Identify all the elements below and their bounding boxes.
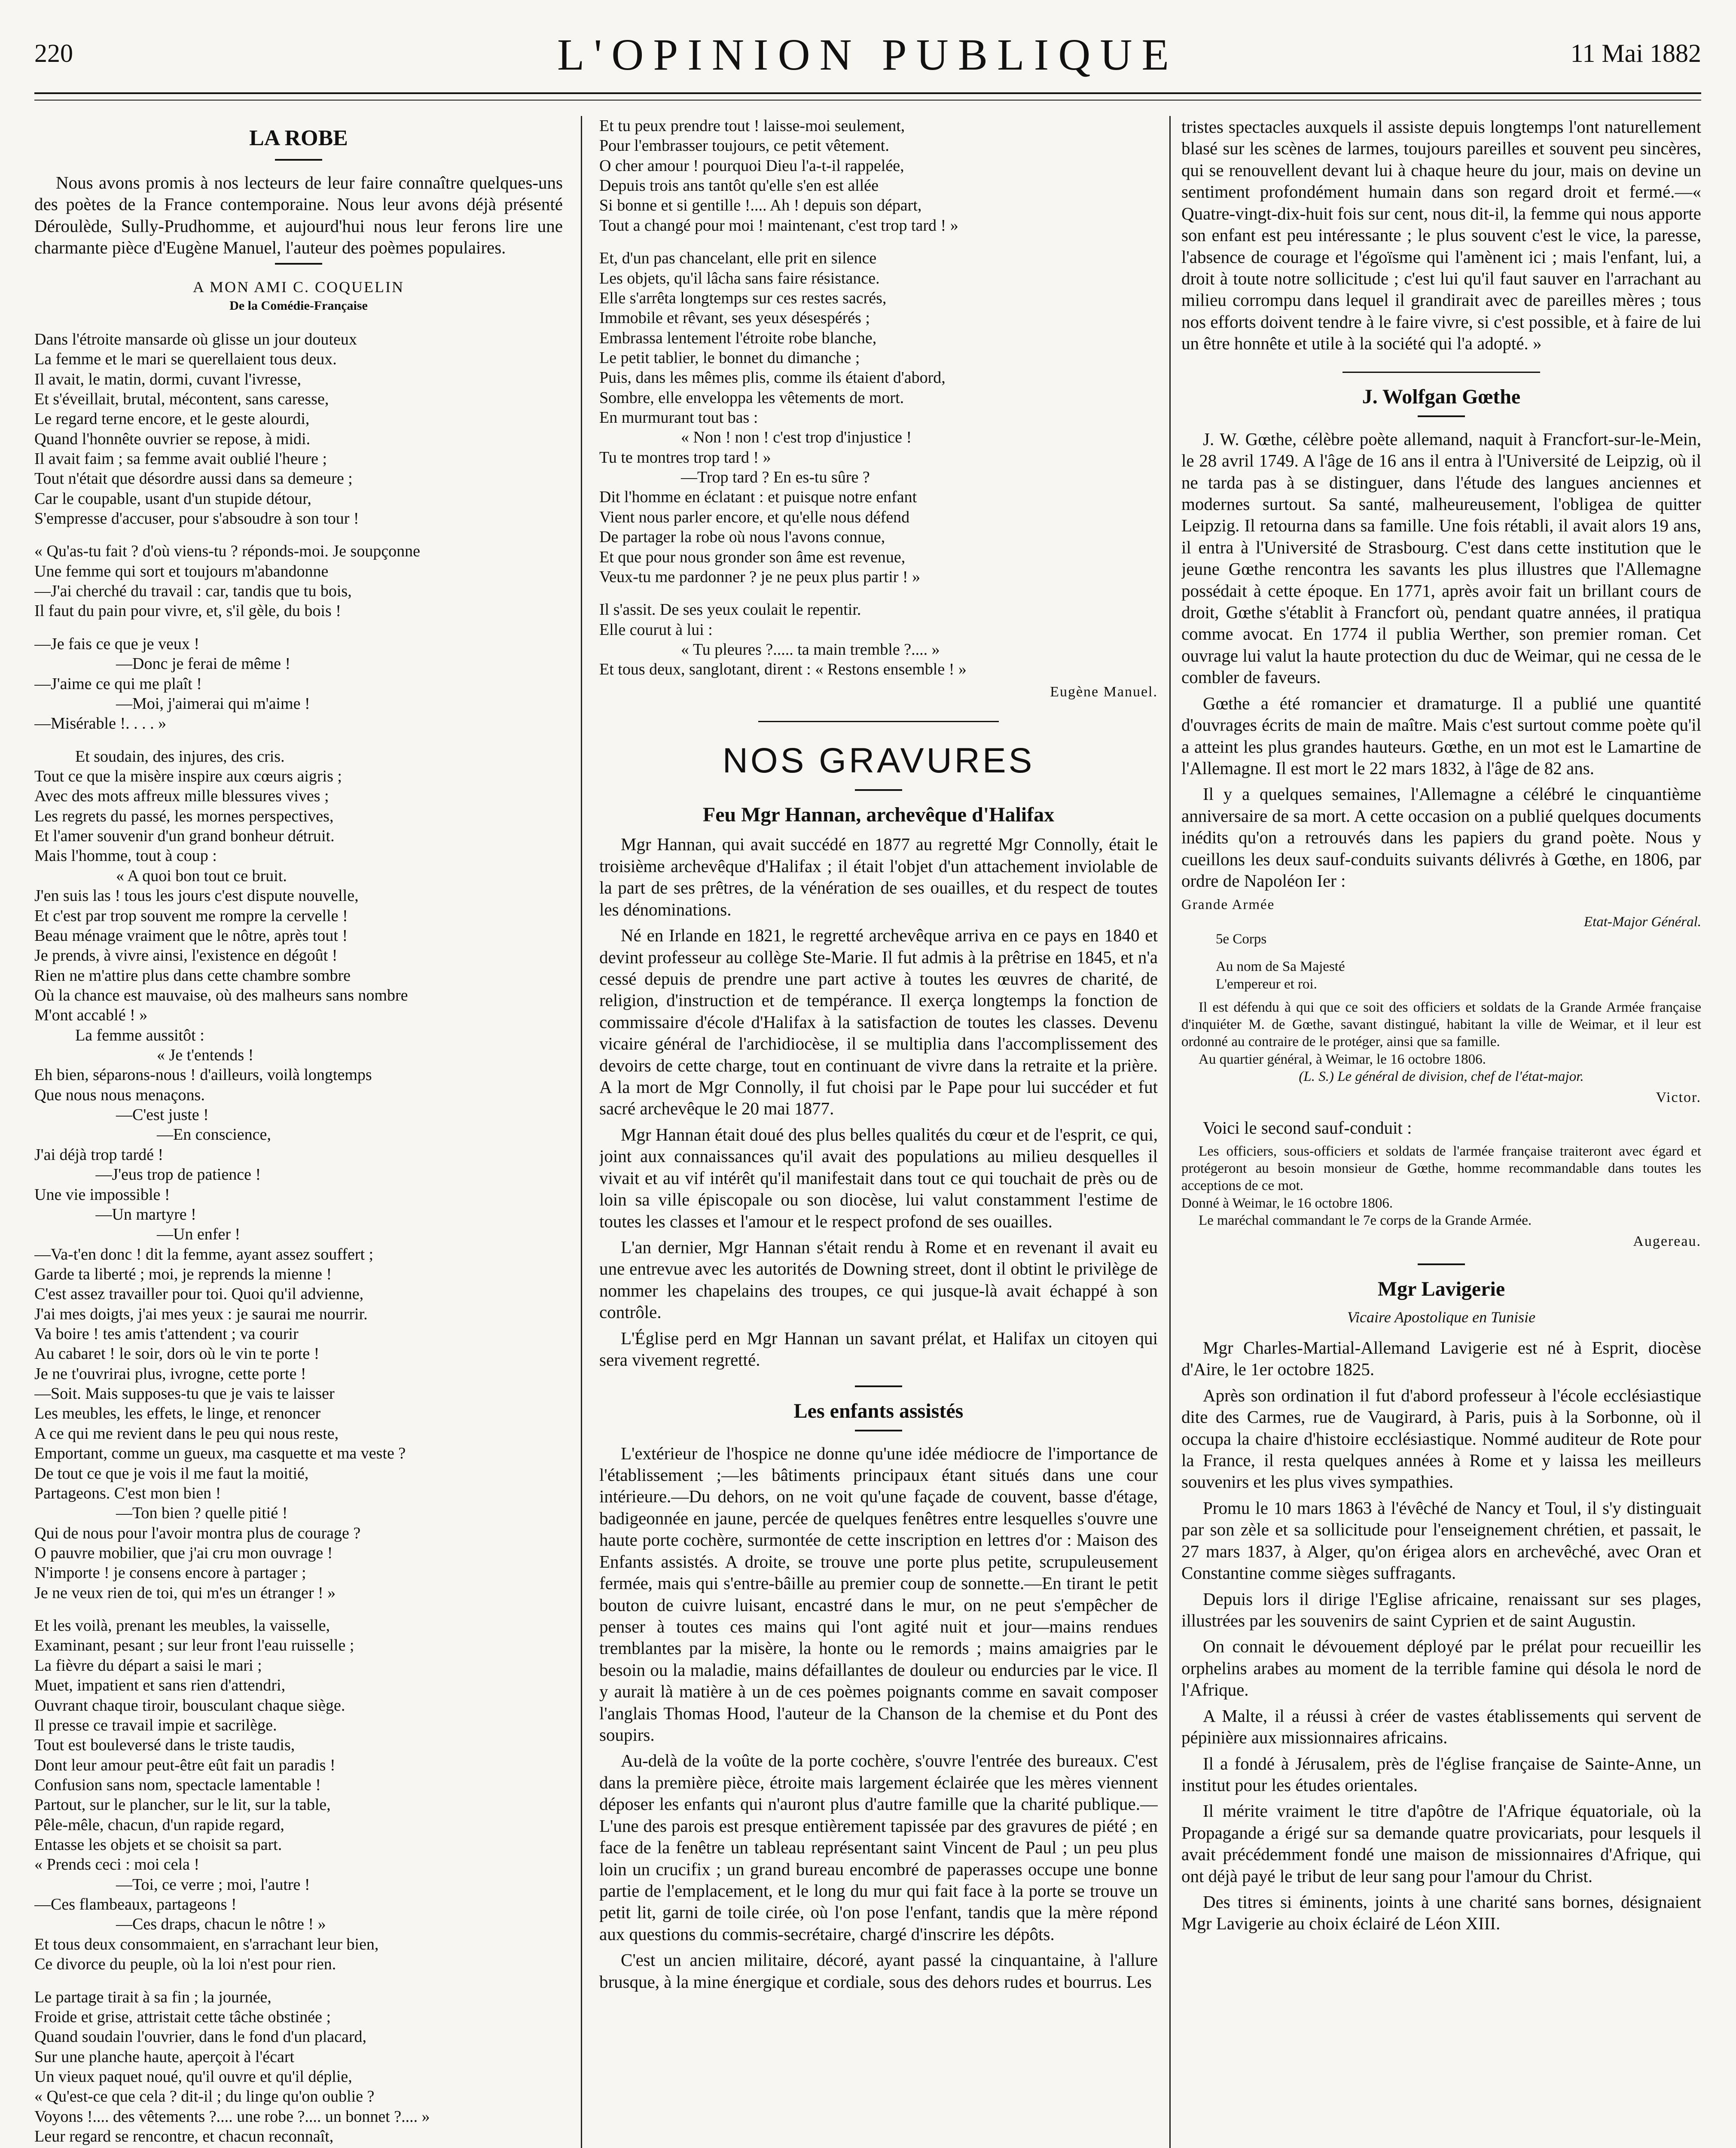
doc-army: Grande Armée [1181, 897, 1275, 912]
doc-signer: Augereau. [1633, 1233, 1701, 1250]
paragraph: Promu le 10 mars 1863 à l'évêché de Nancy et Toul, il s'y distinguait par son zèle et sa sollicitude pour l'enseignement chrétien, et passait, le 27 mars 1837, à Alger, qu'on érigea alors en archevêché, avec Oran et Constantine comme sièges suffragants. [1181, 1498, 1701, 1583]
paragraph: Voici le second sauf-conduit : [1203, 1117, 1412, 1138]
paragraph: L'extérieur de l'hospice ne donne qu'une idée médiocre de l'importance de l'établissement ;—les bâtiments principaux étant situés dans une cour intérieure.—Du dehors, on ne voit qu'une façade de couvent, basse d'étage, badigeonnée en jaune, percée de quelques fenêtres entre lesquelles s'ouvre une haute porte cochère, surmontée de cette inscription en lettres d'or : Maison des Enfants assistés. A droite, se trouve une porte plus petite, scrupuleusement fermée, mais qui s'entre-bâille au premier coup de sonnette.—En tirant le petit bouton de cuivre luisant, encastré dans le mur, on ne peut s'empêcher de penser à toutes ces mains qui l'ont agité nuit et jour—mains rendues tremblantes par la misère, la honte ou le remords ; mains amaigries par le besoin ou la maladie, mains défaillantes de douleur ou endurcies par le vice. Il y aurait là matière à un de ces poèmes poignants comme en savait composer l'anglais Thomas Hood, l'auteur de la Chanson de la chemise et du Pont des soupirs. [599, 1443, 1158, 1745]
paragraph: Des titres si éminents, joints à une charité sans bornes, désignaient Mgr Lavigerie au choix éclairé de Léon XIII. [1181, 1892, 1701, 1934]
doc-staff: Etat-Major Général. [1583, 914, 1701, 930]
poem-stanza: Et, d'un pas chancelant, elle prit en silence Les objets, qu'il lâcha sans faire résistance. Elle s'arrêta longtemps sur ces restes sacrés, Immobile et rêvant, ses yeux désespérés ; Embrassa lentement l'étroite robe blanche, Le petit tablier, le bonnet du dimanche ; Puis, dans les mêmes plis, comme ils étaient d'abord, Sombre, elle enveloppa les vêtements de mort. En murmurant tout bas : « Non ! non ! c'est trop d'injustice ! Tu te montres trop tard ! » —Trop tard ? En es-tu sûre ? Dit l'homme en éclatant : et puisque notre enfant Vient nous parler encore, et qu'elle nous défend De partager la robe où nous l'avons connue, Et que pour nous gronder son âme est revenue, Veux-tu me pardonner ? je ne peux plus partir ! » [599, 249, 946, 586]
section-rule [1418, 1263, 1465, 1265]
doc-date: Au quartier général, à Weimar, le 16 octobre 1806. [1199, 1051, 1486, 1067]
safe-conduct-1 [1181, 896, 1701, 1107]
paragraph: Gœthe a été romancier et dramaturge. Il a publié une quantité d'ouvrages écrits de main de maître. Mais c'est surtout comme poète qu'il a atteint les plus grandes hauteurs. Gœthe, en un mot est le Lamartine de l'Allemagne. Il est mort le 22 mars 1832, à l'âge de 82 ans. [1181, 693, 1701, 778]
paragraph: tristes spectacles auxquels il assiste depuis longtemps l'ont naturellement blasé sur les scènes de larmes, toujours pareilles et souvent peu sincères, qui se renouvellent devant lui à chaque heure du jour, mais on devine un sentiment profondément humain dans son regard droit et fermé.—« Quatre-vingt-dix-huit fois sur cent, nous dit-il, la femme qui nous apporte son enfant est peu intéressante ; le plus souvent c'est le vice, la paresse, l'absence de courage et l'égoïsme qui l'amènent ici ; mais l'enfant, lui, a droit à toute notre sollicitude ; c'est lui qu'il faut sauver en l'arrachant au milieu corrompu dans lequel il grandirait avec de pareilles mères ; tous nos efforts doivent tendre à le faire vivre, si c'est possible, et à faire de lui un être honnête et utile à la société qui l'a adopté. » [1181, 117, 1701, 354]
paragraph: Il y a quelques semaines, l'Allemagne a célébré le cinquantième anniversaire de sa mort. A cette occasion on a publié quelques documents inédits qu'on a retrouvés dans les papiers du grand poète. Nous y cueillons les deux sauf-conduits suivants délivrés à Gœthe, en 1806, par ordre de Napoléon Ier : [1181, 784, 1701, 891]
paragraph: Mgr Charles-Martial-Allemand Lavigerie est né à Esprit, diocèse d'Aire, le 1er octobre 1825. [1181, 1337, 1701, 1379]
page-number: 220 [34, 39, 73, 67]
paragraph: L'Église perd en Mgr Hannan un savant prélat, et Halifax un citoyen qui sera vivement regretté. [599, 1328, 1158, 1370]
paragraph: Mgr Hannan, qui avait succédé en 1877 au regretté Mgr Connolly, était le troisième archevêque d'Halifax ; il était l'objet d'un attachement inviolable de la part de ses prêtres, de la vénération de ses ouailles, et du respect de toutes les dénominations. [599, 834, 1158, 919]
poem-stanza: Et soudain, des injures, des cris. Tout ce que la misère inspire aux cœurs aigris ; Avec des mots affreux mille blessures vives ; Les regrets du passé, les mornes perspectives, Et l'amer souvenir d'un grand bonheur détruit. Mais l'homme, tout à coup : « A quoi bon tout ce bruit. J'en suis las ! tous les jours c'est dispute nouvelle, Et c'est par trop souvent me rompre la cervelle ! Beau ménage vraiment que le nôtre, après tout ! Je prends, à vivre ainsi, l'existence en dégoût ! Rien ne m'attire plus dans cette chambre sombre Où la chance est mauvaise, où des malheurs sans nombre M'ont accablé ! » La femme aussitôt : « Je t'entends ! Eh bien, séparons-nous ! d'ailleurs, voilà longtemps Que nous nous menaçons. —C'est juste ! —En conscience, J'ai déjà trop tardé ! —J'eus trop de patience ! Une vie impossible ! —Un martyre ! —Un enfer ! —Va-t'en donc ! dit la femme, ayant assez souffert ; Garde ta liberté ; moi, je reprends la mienne ! C'est assez travailler pour toi. Quoi qu'il advienne, J'ai mes doigts, j'ai mes yeux : je saurai me nourrir. Va boire ! tes amis t'attendent ; va courir Au cabaret ! le soir, dors où le vin te porte ! Je ne t'ouvrirai plus, ivrogne, cette porte ! —Soit. Mais supposes-tu que je vais te laisser Les meubles, les effets, le linge, et renoncer A ce qui me revient dans le peu qui nous reste, Emportant, comme un gueux, ma casquette et ma veste ? De tout ce que je vois il me faut la moitié, Partageons. C'est mon bien ! —Ton bien ? quelle pitié ! Qui de nous pour l'avoir montra plus de courage ? O pauvre mobilier, que j'ai cru mon ouvrage ! N'importe ! je consens encore à partager ; Je ne veux rien de toi, qui m'es un étranger ! » [34, 747, 408, 1602]
paragraph: C'est un ancien militaire, décoré, ayant passé la cinquantaine, à l'allure brusque, à la mine énergique et cordiale, sous des dehors rudes et bourrus. Les [599, 1950, 1158, 1992]
poem-stanza: « Qu'as-tu fait ? d'où viens-tu ? réponds-moi. Je soupçonne Une femme qui sort et toujours m'abandonne —J'ai cherché du travail : car, tandis que tu bois, Il faut du pain pour vivre, et, s'il gèle, du bois ! [34, 542, 421, 620]
poem-stanza: Il s'assit. De ses yeux coulait le repentir. Elle courut à lui : « Tu pleures ?..... ta main tremble ?.... » Et tous deux, sanglotant, dirent : « Restons ensemble ! » [599, 601, 967, 679]
poem-author: Eugène Manuel. [1050, 683, 1158, 700]
article-title-lavigerie: Mgr Lavigerie [1377, 1277, 1505, 1300]
poem-stanza: Dans l'étroite mansarde où glisse un jour douteux La femme et le mari se querellaient tous deux. Il avait, le matin, dormi, cuvant l'ivresse, Et s'éveillait, brutal, mécontent, sans caresse, Le regard terne encore, et le geste alourdi, Quand l'honnête ouvrier se repose, à midi. Il avait faim ; sa femme avait oublié l'heure ; Tout n'était que désordre aussi dans sa demeure ; Car le coupable, usant d'un stupide détour, S'empresse d'accuser, pour s'absoudre à son tour ! [34, 330, 359, 528]
paragraph: A Malte, il a réussi à créer de vastes établissements qui servent de pépinière aux missionnaires africains. [1181, 1706, 1701, 1748]
doc-name-2: L'empereur et roi. [1216, 976, 1317, 992]
column-divider [1169, 116, 1171, 2148]
paragraph: Au-delà de la voûte de la porte cochère, s'ouvre l'entrée des bureaux. C'est dans la première pièce, étroite mais largement éclairée que les mères viennent déposer les enfants qui n'auront plus d'autre famille que la charité publique.—L'une des parois est presque entièrement tapissée par des gravures de piété ; en face de la fenêtre un tableau représentant saint Vincent de Paul ; un peu plus loin un crucifix ; un grand bureau encombré de paperasses occupe une bonne partie de l'emplacement, et le long du mur qui fait face à la porte se trouve un petit lit, garni de toile cirée, où l'on pose l'enfant, tandis que la mère répond aux questions du commis-secrétaire, chargé d'inscrire les dépôts. [599, 1751, 1158, 1944]
column-divider [581, 116, 582, 2148]
article-title-enfants: Les enfants assistés [793, 1399, 964, 1422]
article-subtitle-lavigerie: Vicaire Apostolique en Tunisie [1347, 1308, 1536, 1326]
doc-signature: Le maréchal commandant le 7e corps de la Grande Armée. [1199, 1212, 1532, 1228]
paragraph: Né en Irlande en 1821, le regretté archevêque arriva en ce pays en 1840 et devint professeur au collège Ste-Marie. Il fut admis à la prêtrise en 1845, et n'a cessé depuis de prendre une part active à toutes les œuvres de charité, de religion, d'instruction et de tempérance. Il exerça longtemps la fonction de commissaire d'école d'Halifax à la satisfaction de toutes les classes. Devenu vicaire général de l'archidiocèse, il se multiplia dans l'accomplissement des devoirs de cette charge, tout en continuant de vivre dans la retraite et la prière. A la mort de Mgr Connolly, il fut choisi par le Pape pour lui succéder et fut sacré archevêque le 20 mai 1877. [599, 925, 1158, 1119]
doc-date: Donné à Weimar, le 16 octobre 1806. [1181, 1195, 1393, 1211]
newspaper-title: L'OPINION PUBLIQUE [557, 30, 1178, 79]
doc-text: Les officiers, sous-officiers et soldats de l'armée française traiteront avec égard et protégeront au besoin monsieur de Gœthe, homme recommandable dans toutes les acceptions de ce mot. [1181, 1143, 1701, 1194]
column-left [34, 116, 563, 2148]
title-rule [275, 159, 322, 161]
article-title-goethe: J. Wolfgan Gœthe [1362, 385, 1521, 408]
safe-conduct-2 [1181, 1143, 1701, 1251]
poem-stanza: —Je fais ce que je veux ! —Donc je ferai de même ! —J'aime ce qui me plaît ! —Moi, j'aimerai qui m'aime ! —Misérable !. . . . » [34, 635, 310, 733]
masthead [34, 26, 1701, 90]
issue-date: 11 Mai 1882 [1570, 39, 1701, 67]
paragraph: Il mérite vraiment le titre d'apôtre de l'Afrique équatoriale, où la Propagande a érigé sur sa demande quatre provicariats, pour lesquels il avait précédemment fondé une maison de missionnaires d'Afrique, qui ont déjà payé le tribut de leur sang pour l'amour du Christ. [1181, 1801, 1701, 1886]
doc-text: Il est défendu à qui que ce soit des officiers et soldats de la Grande Armée française d'inquiéter M. de Gœthe, savant distingué, habitant la ville de Weimar, et il leur est ordonné au contraire de le protéger, ainsi que sa famille. [1181, 999, 1701, 1050]
poem-stanza: Et les voilà, prenant les meubles, la vaisselle, Examinant, pesant ; sur leur front l'eau ruisselle ; La fièvre du départ a saisi le mari ; Muet, impatient et sans rien d'attendri, Ouvrant chaque tiroir, bousculant chaque siège. Il presse ce travail impie et sacrilège. Tout est bouleversé dans le triste taudis, Dont leur amour peut-être eût fait un paradis ! Confusion sans nom, spectacle lamentable ! Partout, sur le plancher, sur le lit, sur la table, Pêle-mêle, chacun, d'un rapide regard, Entasse les objets et se choisit sa part. « Prends ceci : moi cela ! —Toi, ce verre ; moi, l'autre ! —Ces flambeaux, partageons ! —Ces draps, chacun le nôtre ! » Et tous deux consommaient, en s'arrachant leur bien, Ce divorce du peuple, où la loi n'est pour rien. [34, 1617, 379, 1974]
article-title-la-robe: LA ROBE [249, 126, 348, 150]
paragraph: Mgr Hannan était doué des plus belles qualités du cœur et de l'esprit, ce qui, joint aux connaissances qu'il avait des populations au milieu desquelles il vivait et au vif intérêt qu'il manifestait dans tout ce qui touchait de près ou de loin sa ville épiscopale ou son diocèse, lui valut constamment l'estime de toutes les classes et l'amour et le respect profond de ses ouailles. [599, 1124, 1158, 1231]
section-rule [1342, 372, 1540, 373]
paragraph: On connait le dévouement déployé par le prélat pour recueillir les orphelins arabes au moment de la terrible famine qui désola le nord de l'Afrique. [1181, 1636, 1701, 1700]
article-intro: Nous avons promis à nos lecteurs de leur faire connaître quelques-uns des poètes de la France contemporaine. Nous leur avons déjà présenté Déroulède, Sully-Prudhomme, et aujourd'hui nous leur ferons lire une charmante pièce d'Eugène Manuel, l'auteur des poèmes populaires. [34, 172, 563, 258]
section-title-nos-gravures: NOS GRAVURES [722, 741, 1035, 780]
article-title-hannan: Feu Mgr Hannan, archevêque d'Halifax [702, 803, 1055, 827]
doc-corps: 5e Corps [1216, 931, 1267, 947]
title-rule [855, 1430, 902, 1431]
doc-signature: (L. S.) Le général de division, chef de l'état-major. [1299, 1068, 1584, 1084]
poem-stanza: Le partage tirait à sa fin ; la journée, Froide et grise, attristait cette tâche obstinée ; Quand soudain l'ouvrier, dans le fond d'un placard, Sur une planche haute, aperçoit à l'écart Un vieux paquet noué, qu'il ouvre et qu'il déplie, « Qu'est-ce que cela ? dit-il ; du linge qu'on oublie ? Voyons !.... des vêtements ?.... une robe ?.... un bonnet ?.... » Leur regard se rencontre, et chacun reconnaît, [34, 1988, 430, 2146]
doc-name-1: Au nom de Sa Majesté [1216, 959, 1345, 975]
title-rule [1418, 415, 1465, 417]
column-right [1181, 116, 1701, 2148]
header-rule-top [34, 92, 1701, 94]
dedication-subtitle: De la Comédie-Française [229, 298, 368, 313]
paragraph: Après son ordination il fut d'abord professeur à l'école ecclésiastique dite des Carmes, rue de Vaugirard, à Paris, puis à la Sorbonne, où il occupa la chaire d'histoire ecclésiastique. Nommé auditeur de Rote pour la France, il resta quelques années à Rome et y laissa les meilleurs souvenirs et les plus vives sympathies. [1181, 1385, 1701, 1492]
paragraph: J. W. Gœthe, célèbre poète allemand, naquit à Francfort-sur-le-Mein, le 28 avril 1749. A l'âge de 16 ans il entra à l'Université de Leipzig, où il ne tarda pas à se distinguer, dans l'étude des langues anciennes et modernes surtout. Sa santé, malheureusement, l'obligea de quitter Leipzig. Il retourna dans sa famille. Une fois rétabli, il avait alors 19 ans, il entra à l'Université de Strasbourg. C'est dans cette institution que le jeune Gœthe rencontra les savants les plus illustres que l'Allemagne possédait à cette époque. En 1771, après avoir fait un brillant cours de droit, Gœthe s'établit à Francfort où, pendant quatre années, il pratiqua comme avocat. En 1774 il publia Werther, son premier roman. Cet ouvrage lui valut la haute protection du duc de Weimar, qui ne cessa de le combler de faveurs. [1181, 429, 1701, 687]
header-rule-bottom [34, 100, 1701, 101]
dedication: A MON AMI C. COQUELIN [192, 278, 404, 296]
paragraph: L'an dernier, Mgr Hannan s'était rendu à Rome et en revenant il avait eu une entrevue avec les autorités de Downing street, dont il obtint le privilège de nommer les chapelains des troupes, ce qui jusque-là avait échappé à son contrôle. [599, 1237, 1158, 1322]
section-rule [855, 1385, 902, 1387]
section-rule [275, 263, 322, 265]
column-middle [599, 116, 1158, 2148]
title-rule [855, 789, 902, 791]
section-rule [758, 721, 999, 722]
paragraph: Il a fondé à Jérusalem, près de l'église française de Sainte-Anne, un institut pour les études orientales. [1181, 1753, 1701, 1795]
poem-stanza: Et tu peux prendre tout ! laisse-moi seulement, Pour l'embrasser toujours, ce petit vêtement. O cher amour ! pourquoi Dieu l'a-t-il rappelée, Depuis trois ans tantôt qu'elle s'en est allée Si bonne et si gentille !.... Ah ! depuis son départ, Tout a changé pour moi ! maintenant, c'est trop tard ! » [599, 117, 958, 235]
paragraph: Depuis lors il dirige l'Eglise africaine, renaissant sur ses plages, illustrées par les souvenirs de saint Cyprien et de saint Augustin. [1181, 1589, 1701, 1630]
doc-signer: Victor. [1656, 1089, 1701, 1106]
